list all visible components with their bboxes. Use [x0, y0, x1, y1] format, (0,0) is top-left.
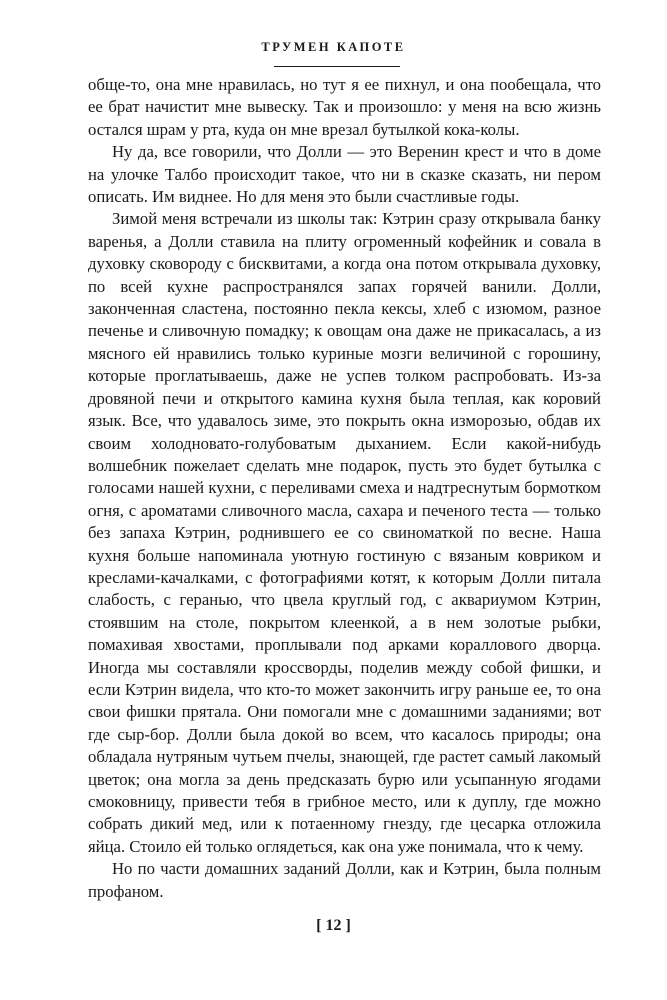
running-head-title: ТРУМЕН КАПОТЕ — [261, 40, 406, 54]
paragraph-4: Но по части домашних заданий Долли, как и Кэтрин, была полным профаном. — [88, 859, 601, 901]
paragraph-3: Зимой меня встречали из школы так: Кэтрин сразу открывала банку варенья, а Долли ставила на плиту огроменный кофейник и совала в духовку сковороду с бисквитами, а когда она потом открывала духовку, по всей кухне распространялся запах горячей ванили. Долли, законченная сластена, постоянно пекла кексы, хлеб с изюмом, разное печенье и сливочную помадку; к овощам она даже не прикасалась, а из мясного ей нравились только куриные мозги величиной с горошину, которые проглатываешь, даже не успев толком распробовать. Из-за дровяной печи и открытого камина кухня была теплая, как коровий язык. Все, что удавалось зиме, это покрыть окна изморозью, обдав их своим холодновато-голубоватым дыханием. Если какой-нибудь волшебник пожелает сделать мне подарок, пусть это будет бутылка с голосами нашей кухни, с переливами смеха и надтреснутым бормотком огня, с ароматами сливочного масла, сахара и печеного теста — только без запаха Кэтрин, роднившего ее со свиноматкой по весне. Наша кухня больше напоминала уютную гостиную с вязаным ковриком и креслами-качалками, с фотографиями котят, к которым Долли питала слабость, с геранью, что цвела круглый год, с аквариумом Кэтрин, стоявшим на столе, покрытом клеенкой, а в нем золотые рыбки, помахивая хвостами, проплывали под арками кораллового дворца. Иногда мы составляли кроссворды, поделив между собой фишки, и если Кэтрин видела, что кто-то может закончить игру раньше ее, то она свои фишки прятала. Они помогали мне с домашними заданиями; вот где сыр-бор. Долли была докой во всем, что касалось природы; она обладала нутряным чутьем пчелы, знающей, где растет самый лакомый цветок; она могла за день предсказать бурю или усыпанную ягодами смоковницу, привести тебя в грибное место, или к дуплу, где можно собрать дикий мед, или к потаенному гнезду, где цесарка отложила яйца. Стоило ей только оглядеться, как она уже понимала, что к чему. — [88, 209, 601, 856]
paragraph-2: Ну да, все говорили, что Долли — это Веренин крест и что в доме на улочке Талбо происходит такое, что ни в сказке сказать, ни пером описать. Им виднее. Но для меня это были счастливые годы. — [88, 142, 601, 207]
body-text — [88, 74, 601, 903]
page-number: [ 12 ] — [316, 917, 351, 934]
paragraph-1: обще-то, она мне нравилась, но тут я ее пихнул, и она пообещала, что ее брат начистит мне вывеску. Так и произошло: у меня на всю жизнь остался шрам у рта, куда он мне врезал бутылкой кока-колы. — [88, 75, 601, 139]
header-rule — [274, 66, 400, 67]
